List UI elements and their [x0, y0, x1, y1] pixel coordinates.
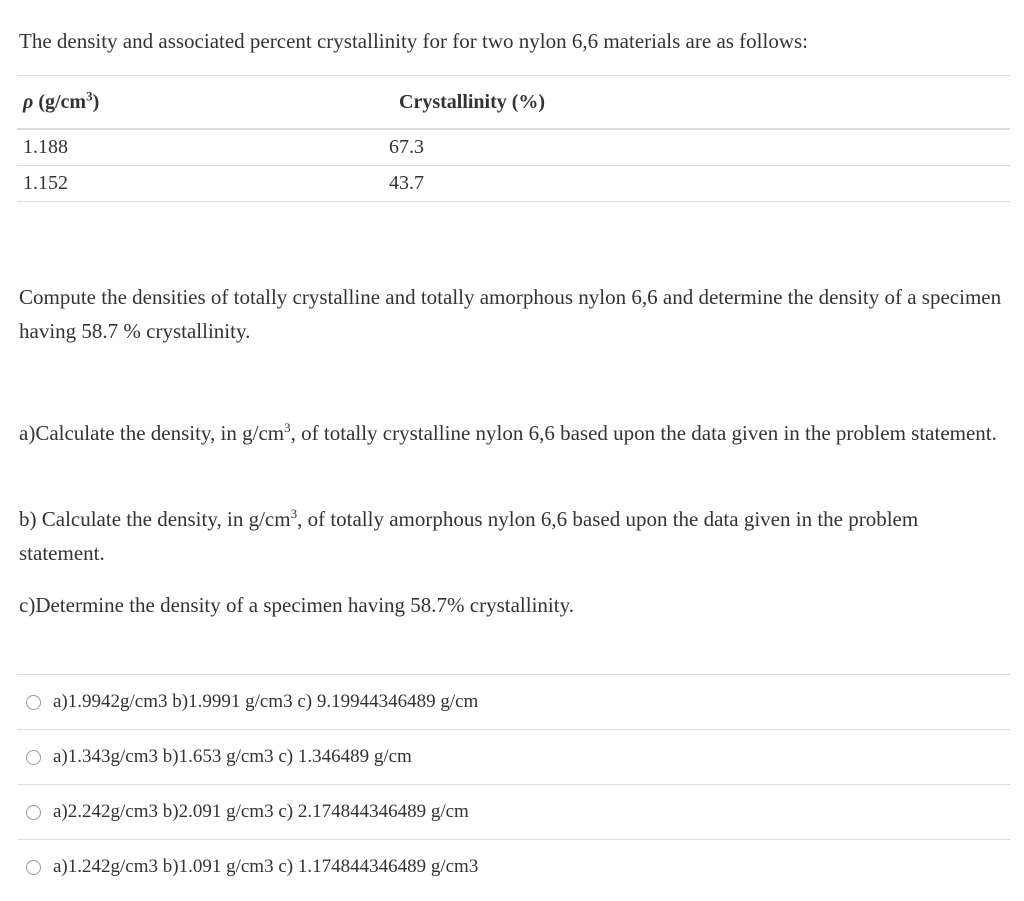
header-density-exp: 3 — [86, 87, 93, 103]
question-b-post: , of totally amorphous nylon 6,6 based upon the data given in the problem statement. — [19, 507, 919, 565]
radio-button-icon[interactable] — [26, 695, 41, 710]
answer-option-1[interactable] — [17, 674, 1010, 729]
question-a-post: , of totally crystalline nylon 6,6 based upon the data given in the problem statement. — [290, 421, 997, 445]
question-a-pre: a)Calculate the density, in g/cm — [19, 421, 285, 445]
answer-option-label: a)1.343g/cm3 b)1.653 g/cm3 c) 1.346489 g/cm — [53, 746, 412, 767]
question-b — [19, 502, 1009, 570]
density-cell: 1.152 — [17, 166, 389, 202]
crystallinity-cell: 67.3 — [389, 129, 1010, 166]
density-table — [17, 75, 1010, 202]
radio-button-icon[interactable] — [26, 750, 41, 765]
answer-option-label: a)1.242g/cm3 b)1.091 g/cm3 c) 1.174844346489 g/cm3 — [53, 856, 479, 877]
question-a-exp: 3 — [284, 420, 291, 435]
compute-instructions: Compute the densities of totally crystalline and totally amorphous nylon 6,6 and determine the density of a specimen having 58.7 % crystallinity. — [19, 285, 1002, 343]
answer-option-4[interactable] — [17, 839, 1010, 894]
density-cell: 1.188 — [17, 129, 389, 166]
crystallinity-cell: 43.7 — [389, 166, 1010, 202]
table-header-row — [17, 76, 1010, 130]
table-row — [17, 166, 1010, 202]
answer-option-label: a)1.9942g/cm3 b)1.9991 g/cm3 c) 9.19944346489 g/cm — [53, 691, 479, 712]
question-c: c)Determine the density of a specimen having 58.7% crystallinity. — [19, 593, 574, 617]
answer-option-2[interactable] — [17, 729, 1010, 784]
intro-text: The density and associated percent crystallinity for for two nylon 6,6 materials are as follows: — [19, 29, 809, 53]
table-row — [17, 129, 1010, 166]
answer-options — [17, 674, 1010, 894]
header-density-unit-post: ) — [92, 90, 100, 113]
question-b-pre: b) Calculate the density, in g/cm — [19, 507, 291, 531]
answer-option-3[interactable] — [17, 784, 1010, 839]
radio-button-icon[interactable] — [26, 805, 41, 820]
rho-symbol: ρ — [23, 90, 34, 113]
answer-option-label: a)2.242g/cm3 b)2.091 g/cm3 c) 2.174844346489 g/cm — [53, 801, 469, 822]
header-density-unit-pre: (g/cm — [33, 90, 87, 113]
header-crystallinity: Crystallinity (%) — [389, 76, 1010, 130]
header-density — [17, 76, 389, 130]
question-a — [19, 416, 1009, 450]
question-b-exp: 3 — [290, 506, 298, 521]
radio-button-icon[interactable] — [26, 860, 41, 875]
